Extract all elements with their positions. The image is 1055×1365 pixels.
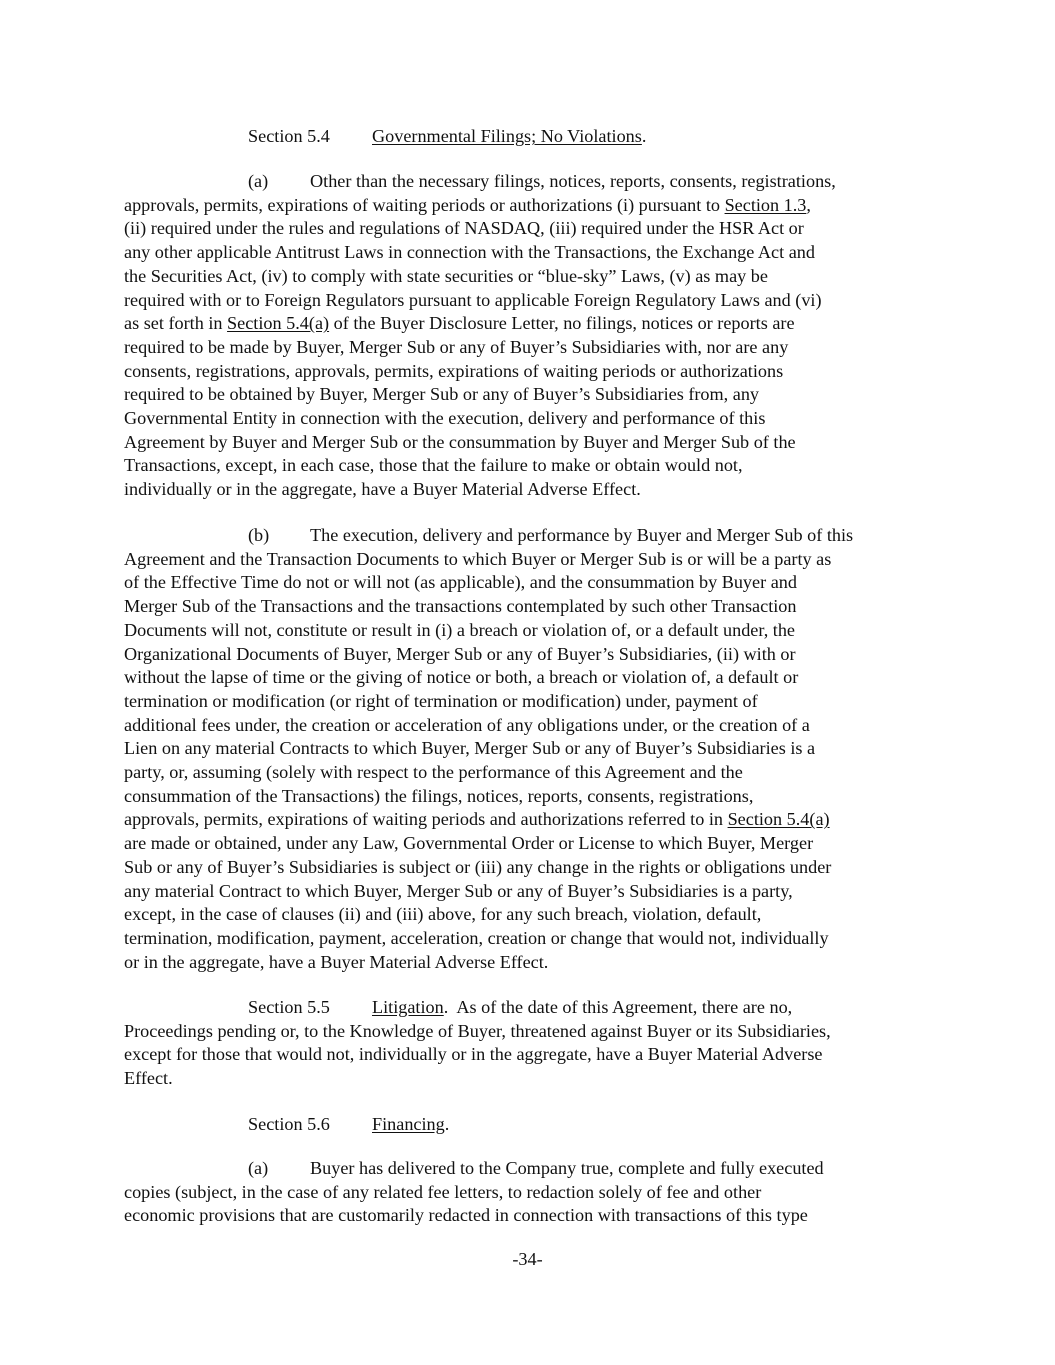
paragraph-line: Documents will not, constitute or result in (i) a breach or violation of, or a default under, the — [124, 619, 796, 640]
section-5-6-heading: Section 5.6 Financing. — [248, 1113, 449, 1137]
paragraph-line: as set forth in Section 5.4(a) of the Buyer Disclosure Letter, no filings, notices or reports are — [124, 313, 795, 334]
paragraph-line: (a) Other than the necessary filings, notices, reports, consents, registrations, — [124, 170, 934, 194]
paragraph-line: (a) Buyer has delivered to the Company true, complete and fully executed — [124, 1157, 934, 1181]
paragraph-line: Sub or any of Buyer’s Subsidiaries is subject or (iii) any change in the rights or obligations under — [124, 856, 832, 877]
paragraph-line: except, in the case of clauses (ii) and (iii) above, for any such breach, violation, default, — [124, 904, 762, 925]
paragraph-line: Governmental Entity in connection with the execution, delivery and performance of this — [124, 408, 766, 429]
paragraph-label: (a) — [248, 171, 269, 191]
section-title: Litigation — [372, 997, 444, 1017]
section-title: Financing — [372, 1114, 445, 1134]
paragraph-line: Agreement and the Transaction Documents to which Buyer or Merger Sub is or will be a party as — [124, 548, 832, 569]
paragraph-5-4-a — [124, 170, 934, 502]
paragraph-line: Merger Sub of the Transactions and the transactions contemplated by such other Transaction — [124, 596, 797, 617]
paragraph-line: consummation of the Transactions) the filings, notices, reports, consents, registrations, — [124, 785, 754, 806]
section-5-5 — [124, 996, 934, 1091]
paragraph-line: (b) The execution, delivery and performance by Buyer and Merger Sub of this — [124, 524, 934, 548]
paragraph-line: (ii) required under the rules and regulations of NASDAQ, (iii) required under the HSR Act or — [124, 218, 804, 239]
paragraph-line: economic provisions that are customarily redacted in connection with transactions of this type — [124, 1205, 808, 1226]
paragraph-line: termination or modification (or right of termination or modification) under, payment of — [124, 690, 758, 711]
page-number: -34- — [512, 1249, 543, 1269]
paragraph-5-6-a — [124, 1157, 934, 1228]
paragraph-line: required to be made by Buyer, Merger Sub or any of Buyer’s Subsidiaries with, nor are any — [124, 336, 789, 357]
section-number: Section 5.6 — [248, 1114, 330, 1134]
paragraph-line: required with or to Foreign Regulators pursuant to applicable Foreign Regulatory Laws and (vi) — [124, 289, 822, 310]
section-number: Section 5.4 — [248, 126, 330, 146]
cross-reference: Section 5.4(a) — [727, 809, 830, 830]
paragraph-label: (b) — [248, 525, 270, 545]
cross-reference: Section 5.4(a) — [227, 313, 330, 334]
section-number: Section 5.5 — [248, 997, 330, 1017]
paragraph-line: except for those that would not, individually or in the aggregate, have a Buyer Material Adverse — [124, 1044, 823, 1065]
paragraph-line: Proceedings pending or, to the Knowledge of Buyer, threatened against Buyer or its Subsidiaries, — [124, 1020, 831, 1041]
paragraph-line: termination, modification, payment, acceleration, creation or change that would not, individually — [124, 927, 829, 948]
paragraph-line: or in the aggregate, have a Buyer Material Adverse Effect. — [124, 951, 549, 972]
cross-reference: Section 1.3 — [724, 194, 807, 215]
paragraph-label: (a) — [248, 1158, 269, 1178]
paragraph-line: additional fees under, the creation or acceleration of any obligations under, or the creation of a — [124, 714, 810, 735]
paragraph-line: any other applicable Antitrust Laws in connection with the Transactions, the Exchange Act and — [124, 242, 815, 263]
paragraph-line: without the lapse of time or the giving of notice or both, a breach or violation of, a default or — [124, 667, 799, 688]
paragraph-line: Effect. — [124, 1068, 173, 1089]
paragraph-line: approvals, permits, expirations of waiting periods or authorizations (i) pursuant to Section 1.3, — [124, 194, 811, 215]
paragraph-line: any material Contract to which Buyer, Merger Sub or any of Buyer’s Subsidiaries is a party, — [124, 880, 793, 901]
paragraph-line: Lien on any material Contracts to which Buyer, Merger Sub or any of Buyer’s Subsidiaries is a — [124, 738, 816, 759]
paragraph-line: Transactions, except, in each case, those that the failure to make or obtain would not, — [124, 455, 743, 476]
paragraph-line: approvals, permits, expirations of waiting periods and authorizations referred to in Section 5.4(a) — [124, 809, 830, 830]
paragraph-5-4-b — [124, 524, 934, 974]
paragraph-line: are made or obtained, under any Law, Governmental Order or License to which Buyer, Merger — [124, 833, 814, 854]
paragraph-line: Agreement by Buyer and Merger Sub or the consummation by Buyer and Merger Sub of the — [124, 431, 796, 452]
paragraph-line: party, or, assuming (solely with respect to the performance of this Agreement and the — [124, 762, 743, 783]
paragraph-line: of the Effective Time do not or will not (as applicable), and the consummation by Buyer and — [124, 572, 797, 593]
paragraph-line: individually or in the aggregate, have a Buyer Material Adverse Effect. — [124, 479, 641, 500]
paragraph-line: required to be obtained by Buyer, Merger Sub or any of Buyer’s Subsidiaries from, any — [124, 384, 760, 405]
section-5-4-heading: Section 5.4 Governmental Filings; No Violations. — [248, 125, 646, 149]
section-title: Governmental Filings; No Violations — [372, 126, 642, 146]
paragraph-line: consents, registrations, approvals, permits, expirations of waiting periods or authorizations — [124, 360, 784, 381]
paragraph-line: copies (subject, in the case of any related fee letters, to redaction solely of fee and other — [124, 1181, 762, 1202]
paragraph-line: Organizational Documents of Buyer, Merger Sub or any of Buyer’s Subsidiaries, (ii) with or — [124, 643, 796, 664]
section-5-5-heading: Section 5.5 Litigation. As of the date of this Agreement, there are no, — [124, 996, 934, 1020]
paragraph-line: the Securities Act, (iv) to comply with state securities or “blue-sky” Laws, (v) as may be — [124, 265, 768, 286]
